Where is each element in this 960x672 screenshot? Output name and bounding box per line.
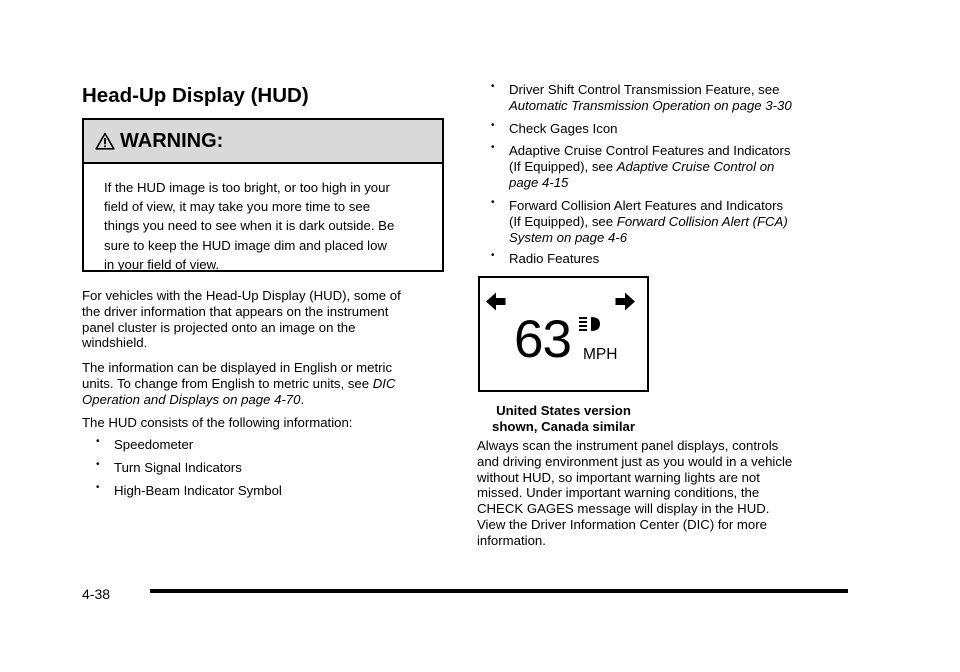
speed-readout: 63 — [514, 310, 571, 369]
fca-reference-link-cont[interactable]: System on page 4-6 — [509, 229, 628, 245]
closing-line: and driving environment just as you would in a vehicle — [477, 453, 793, 469]
closing-line: information. — [477, 532, 546, 548]
bullet-icon: • — [491, 81, 495, 92]
bullet-icon: • — [96, 482, 100, 493]
hud-illustration — [478, 276, 649, 392]
list-item-text: Turn Signal Indicators — [114, 460, 242, 475]
closing-paragraph — [477, 438, 792, 549]
bullet-icon: • — [491, 197, 495, 208]
high-beam-icon — [579, 316, 601, 333]
warning-triangle-icon — [95, 132, 115, 150]
list-item-line — [509, 175, 790, 191]
list-item-line — [509, 159, 790, 175]
bullet-icon: • — [491, 250, 495, 261]
caption-line: United States version — [496, 403, 631, 418]
metric-paragraph — [82, 360, 395, 407]
closing-line: View the Driver Information Center (DIC) for more — [477, 516, 767, 532]
closing-line: Always scan the instrument panel displays, controls — [477, 438, 779, 453]
warning-line: in your field of view. — [104, 256, 220, 272]
fca-reference-link[interactable]: Forward Collision Alert (FCA) — [616, 213, 788, 229]
metric-period: . — [300, 391, 305, 407]
metric-line: The information can be displayed in English or metric — [82, 360, 393, 375]
warning-line: sure to keep the HUD image dim and placed low — [104, 237, 387, 253]
dic-reference-link[interactable]: DIC — [372, 375, 396, 391]
list-item-text — [509, 198, 788, 245]
speed-unit: MPH — [583, 346, 618, 363]
figure-caption — [478, 403, 649, 435]
shift-reference-link[interactable] — [509, 98, 792, 114]
list-item-text — [509, 82, 792, 114]
warning-header — [84, 120, 442, 164]
list-item-line: Forward Collision Alert Features and Indicators — [509, 198, 784, 213]
warning-body — [84, 164, 442, 274]
list-item-line — [509, 214, 788, 230]
shift-reference-text: Automatic Transmission Operation on page 3-30 — [509, 97, 792, 113]
metric-line — [82, 392, 395, 408]
section-title: Head-Up Display (HUD) — [82, 84, 309, 107]
warning-box — [82, 118, 444, 272]
bullet-icon: • — [491, 142, 495, 153]
list-item-text — [509, 143, 790, 190]
list-item-line-text: (If Equipped), see — [509, 158, 617, 174]
list-item-line — [509, 230, 788, 246]
bullet-icon: • — [96, 436, 100, 447]
acc-reference-link[interactable]: Adaptive Cruise Control on — [616, 158, 775, 174]
bullet-icon: • — [491, 120, 495, 131]
caption-line: shown, Canada similar — [492, 418, 635, 434]
metric-text: units. To change from English to metric units, see — [82, 375, 373, 391]
list-item-text: Radio Features — [509, 251, 600, 266]
intro-line: windshield. — [82, 335, 148, 351]
intro-line: For vehicles with the Head-Up Display (HUD), some of — [82, 288, 401, 303]
footer-rule — [150, 589, 848, 593]
closing-line: missed. Under important warning conditions, the — [477, 485, 760, 501]
dic-reference-link-cont[interactable]: Operation and Displays on page 4-70 — [82, 391, 301, 407]
warning-line: field of view, it may take you more time to see — [104, 199, 371, 215]
page-number: 4-38 — [82, 586, 111, 602]
closing-line: without HUD, so important warning lights are not — [477, 469, 760, 485]
metric-line — [82, 376, 395, 392]
list-item-text: Check Gages Icon — [509, 121, 618, 136]
intro-line: panel cluster is projected onto an image on the — [82, 319, 356, 335]
warning-line: things you need to see when it is dark outside. Be — [104, 218, 395, 234]
bullet-icon: • — [96, 459, 100, 470]
intro-paragraph — [82, 288, 401, 351]
turn-signal-right-icon — [615, 292, 635, 311]
turn-signal-left-icon — [486, 292, 506, 311]
list-item-text: High-Beam Indicator Symbol — [114, 483, 282, 498]
closing-line: CHECK GAGES message will display in the HUD. — [477, 501, 770, 517]
acc-reference-link-cont[interactable]: page 4-15 — [509, 174, 569, 190]
consists-paragraph: The HUD consists of the following information: — [82, 415, 353, 430]
intro-line: the driver information that appears on the instrument — [82, 303, 389, 319]
warning-line: If the HUD image is too bright, or too high in your — [104, 180, 390, 195]
list-item-text: Speedometer — [114, 437, 194, 452]
list-item-line-text: (If Equipped), see — [509, 213, 617, 229]
warning-heading: WARNING: — [120, 129, 224, 152]
list-item-line: Driver Shift Control Transmission Feature, see — [509, 82, 780, 97]
list-item-line: Adaptive Cruise Control Features and Indicators — [509, 143, 791, 158]
